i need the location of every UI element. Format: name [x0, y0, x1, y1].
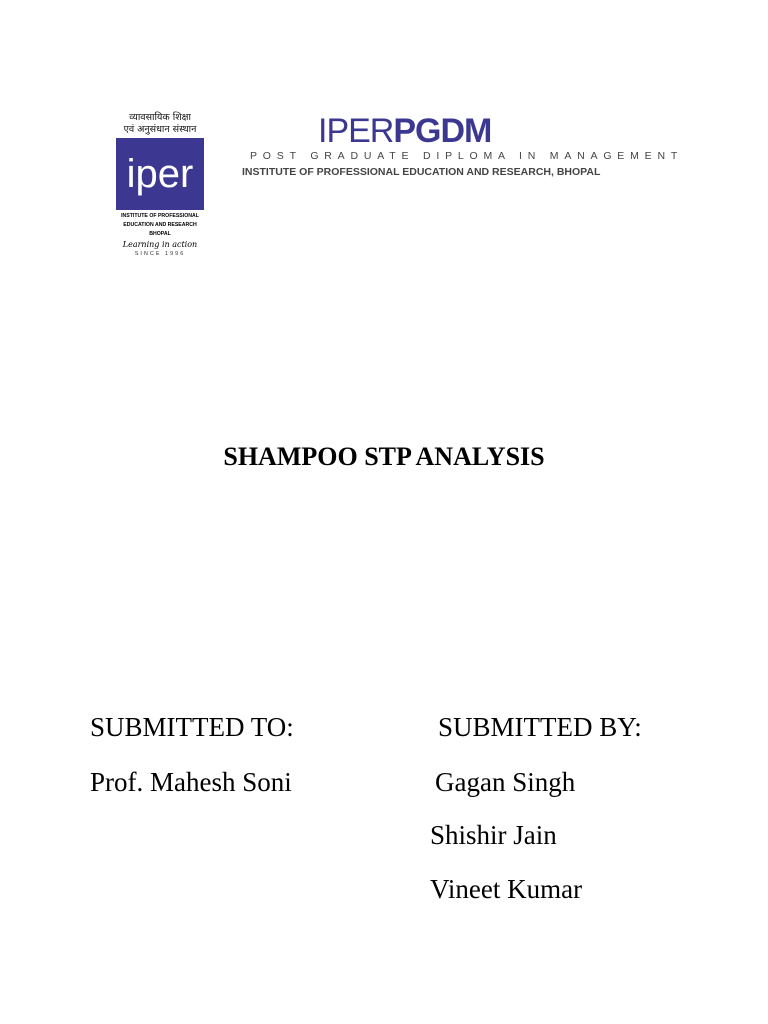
submitted-to-label: SUBMITTED TO: [90, 712, 294, 742]
logo-institute-line-1: INSTITUTE OF PROFESSIONAL [121, 213, 199, 219]
logo-institute-line-2: EDUCATION AND RESEARCH [123, 222, 197, 229]
institute-name: INSTITUTE OF PROFESSIONAL EDUCATION AND RESEARCH, BHOPAL [242, 166, 601, 178]
wordmark-pgdm: PGDM [393, 112, 492, 150]
submitted-by-name-2: Shishir Jain [430, 820, 557, 850]
logo-tagline: Learning in action [122, 239, 198, 249]
report-title: SHAMPOO STP ANALYSIS [223, 442, 545, 471]
submitted-by-name-3: Vineet Kumar [430, 874, 583, 904]
logo-hindi-line-1: व्यावसायिक शिक्षा [129, 112, 191, 123]
iper-logo [112, 112, 208, 258]
logo-box: iper [116, 138, 204, 210]
logo-hindi-line-2: एवं अनुसंधान संस्थान [123, 124, 197, 135]
logo-since: SINCE 1996 [134, 250, 186, 257]
submitted-by-label: SUBMITTED BY: [438, 712, 642, 742]
wordmark-iper: IPER [318, 112, 394, 150]
submitted-by-name-1: Gagan Singh [435, 767, 576, 797]
logo-institute-line-3: BHOPAL [149, 231, 171, 238]
iperpgdm-wordmark [318, 112, 491, 152]
submitted-to-name: Prof. Mahesh Soni [90, 767, 292, 797]
program-subtitle: POST GRADUATE DIPLOMA IN MANAGEMENT [250, 150, 684, 162]
